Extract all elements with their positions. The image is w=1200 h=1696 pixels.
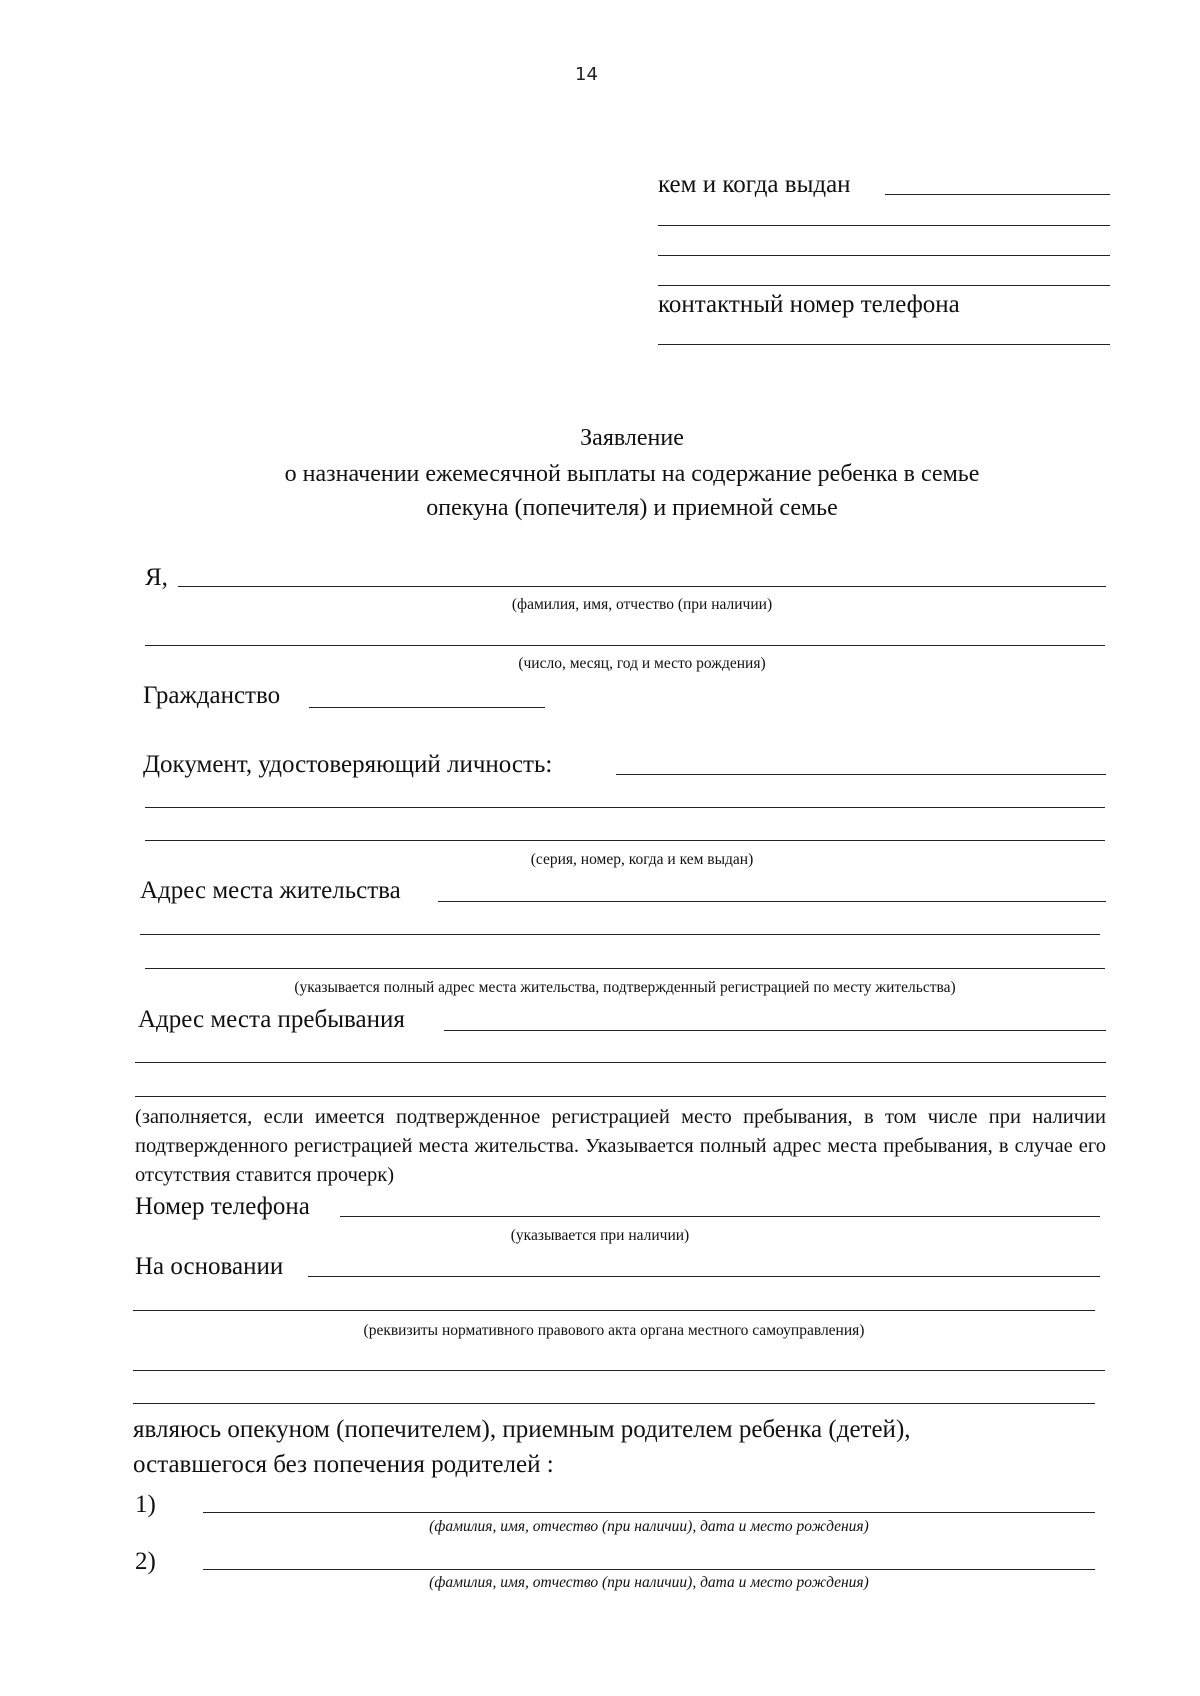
basis-line-3[interactable] bbox=[133, 1370, 1105, 1371]
basis-caption: (реквизиты нормативного правового акта органа местного самоуправления) bbox=[363, 1322, 865, 1339]
document-subtitle-line-2: опекуна (попечителя) и приемной семье bbox=[426, 495, 838, 521]
basis-line-1[interactable] bbox=[308, 1276, 1100, 1277]
applicant-i-label: Я, bbox=[145, 564, 168, 591]
child-2-number: 2) bbox=[135, 1548, 156, 1575]
issued-by-line-4[interactable] bbox=[658, 285, 1110, 286]
residence-address-caption: (указывается полный адрес места жительства, подтвержденный регистрацией по месту жительства) bbox=[294, 979, 956, 996]
stay-address-line-1[interactable] bbox=[444, 1030, 1106, 1031]
child-1-number: 1) bbox=[135, 1491, 156, 1518]
basis-line-2[interactable] bbox=[133, 1310, 1095, 1311]
phone-number-caption: (указывается при наличии) bbox=[510, 1227, 690, 1244]
id-document-line-3[interactable] bbox=[145, 840, 1105, 841]
stay-address-note: (заполняется, если имеется подтвержденное регистрацией место пребывания, в том числе при наличии подтвержденного регистрацией места жительства. Указывается полный адрес места пребывания, в случае его отсутствия ставится прочерк) bbox=[135, 1106, 1106, 1186]
basis-label: На основании bbox=[135, 1253, 284, 1280]
guardian-statement-line-2: оставшегося без попечения родителей : bbox=[133, 1451, 554, 1478]
issued-by-label: кем и когда выдан bbox=[658, 171, 851, 198]
child-1-caption: (фамилия, имя, отчество (при наличии), дата и место рождения) bbox=[429, 1518, 869, 1535]
guardian-statement-line-1: являюсь опекуном (попечителем), приемным родителем ребенка (детей), bbox=[133, 1416, 911, 1443]
citizenship-line[interactable] bbox=[309, 707, 545, 708]
contact-phone-line[interactable] bbox=[658, 344, 1110, 345]
citizenship-label: Гражданство bbox=[143, 682, 281, 709]
stay-address-label: Адрес места пребывания bbox=[138, 1006, 405, 1033]
stay-address-line-2[interactable] bbox=[135, 1062, 1106, 1063]
residence-address-line-3[interactable] bbox=[145, 968, 1105, 969]
birth-line[interactable] bbox=[145, 645, 1105, 646]
residence-address-label: Адрес места жительства bbox=[140, 877, 401, 904]
issued-by-line-2[interactable] bbox=[658, 225, 1110, 226]
phone-number-label: Номер телефона bbox=[135, 1193, 310, 1220]
issued-by-line-1[interactable] bbox=[885, 194, 1110, 195]
child-2-line[interactable] bbox=[203, 1569, 1095, 1570]
issued-by-line-3[interactable] bbox=[658, 255, 1110, 256]
id-document-caption: (серия, номер, когда и кем выдан) bbox=[530, 851, 754, 868]
residence-address-line-2[interactable] bbox=[140, 934, 1100, 935]
fio-caption: (фамилия, имя, отчество (при наличии) bbox=[511, 596, 773, 613]
document-subtitle-line-1: о назначении ежемесячной выплаты на содержание ребенка в семье bbox=[284, 461, 980, 487]
basis-line-4[interactable] bbox=[133, 1403, 1095, 1404]
phone-number-line[interactable] bbox=[340, 1216, 1100, 1217]
stay-address-line-3[interactable] bbox=[135, 1096, 1106, 1097]
id-document-label: Документ, удостоверяющий личность: bbox=[143, 751, 553, 778]
residence-address-line-1[interactable] bbox=[438, 901, 1106, 902]
id-document-line-1[interactable] bbox=[616, 774, 1106, 775]
birth-caption: (число, месяц, год и место рождения) bbox=[518, 655, 766, 672]
id-document-line-2[interactable] bbox=[145, 807, 1105, 808]
document-title: Заявление bbox=[580, 425, 684, 451]
page-number: 14 bbox=[575, 64, 598, 85]
child-2-caption: (фамилия, имя, отчество (при наличии), дата и место рождения) bbox=[429, 1574, 869, 1591]
applicant-fio-line[interactable] bbox=[178, 586, 1106, 587]
child-1-line[interactable] bbox=[203, 1512, 1095, 1513]
contact-phone-label: контактный номер телефона bbox=[658, 291, 960, 318]
